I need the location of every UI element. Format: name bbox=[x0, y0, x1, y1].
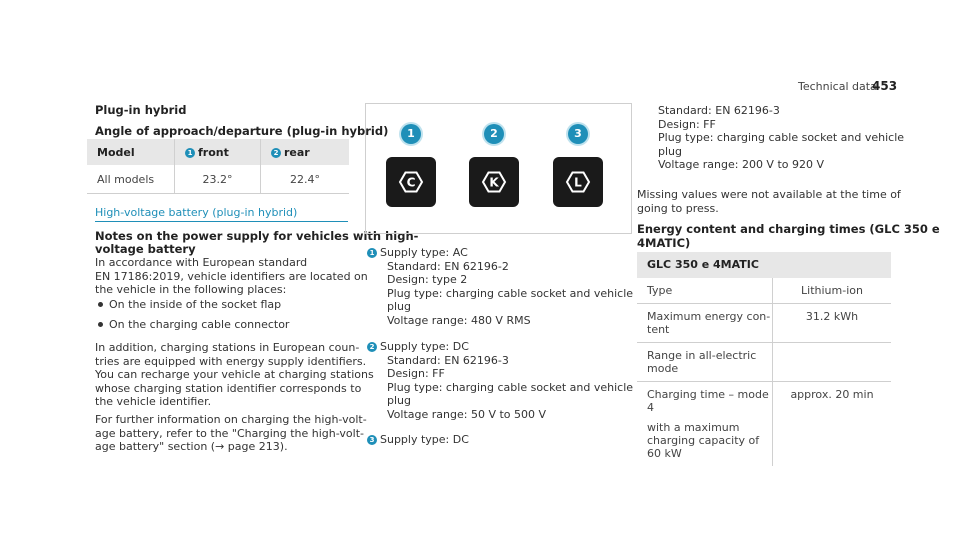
heading-rule bbox=[95, 221, 348, 222]
identifier-l bbox=[553, 124, 603, 207]
table-row: All models 23.2° 22.4° bbox=[87, 165, 349, 194]
supply-block-3-cont: Standard: EN 62196-3 Design: FF Plug type: charging cable socket and vehicle plug Voltage range: 200 V to 920 V bbox=[658, 104, 905, 171]
svg-text:L: L bbox=[574, 175, 582, 190]
socket-identifier-figure bbox=[365, 103, 632, 234]
callout-1: 1 bbox=[367, 248, 377, 258]
angle-table bbox=[87, 139, 349, 194]
missing-values-note: Missing values were not available at the time of going to press. bbox=[637, 188, 901, 215]
callout-3: 3 bbox=[367, 435, 377, 445]
supply-block-1: 1 Supply type: AC Standard: EN 62196-2 Design: type 2 Plug type: charging cable socket and vehicle plug Voltage range: 480 V RMS bbox=[367, 246, 633, 327]
energy-heading: Energy content and charging times (GLC 350 e 4MATIC) bbox=[637, 222, 940, 250]
hexagon-k-icon bbox=[469, 157, 519, 207]
list-item: On the charging cable connector bbox=[95, 318, 289, 331]
svg-text:K: K bbox=[489, 175, 499, 190]
col-rear: 2 rear bbox=[261, 139, 350, 165]
callout-2: 2 bbox=[484, 124, 504, 144]
hexagon-l-icon bbox=[553, 157, 603, 207]
svg-text:C: C bbox=[406, 175, 416, 190]
col-model: Model bbox=[87, 139, 175, 165]
blue-heading-battery: High-voltage battery (plug-in hybrid) bbox=[95, 206, 298, 219]
page-number: 453 bbox=[872, 79, 898, 93]
col-front: 1 front bbox=[175, 139, 261, 165]
callout-3: 3 bbox=[568, 124, 588, 144]
rear-callout: 2 bbox=[271, 148, 281, 158]
identifier-c bbox=[386, 124, 436, 207]
table-row: Range in all-electric mode bbox=[637, 343, 891, 382]
list-item: On the inside of the socket flap bbox=[95, 298, 289, 311]
notes-heading: Notes on the power supply for vehicles with high- voltage battery bbox=[95, 229, 419, 256]
table-row: Charging time – mode 4 with a maximum charging capacity of 60 kW approx. 20 min bbox=[637, 382, 891, 466]
callout-2: 2 bbox=[367, 342, 377, 352]
identifier-k bbox=[469, 124, 519, 207]
supply-block-2: 2 Supply type: DC Standard: EN 62196-3 Design: FF Plug type: charging cable socket and vehicle plug Voltage range: 50 V to 500 V bbox=[367, 340, 633, 421]
heading-plug-in-hybrid: Plug-in hybrid bbox=[95, 103, 187, 117]
para-further: For further information on charging the high-volt- age battery, refer to the "Charging the high-volt- age battery" section (→ page 213). bbox=[95, 413, 367, 453]
para-standard: In accordance with European standard EN 17186:2019, vehicle identifiers are located on the vehicle in the following places: bbox=[95, 256, 368, 296]
front-callout: 1 bbox=[185, 148, 195, 158]
section-title: Technical data bbox=[798, 80, 877, 93]
supply-block-3: 3 Supply type: DC bbox=[367, 433, 469, 447]
para-addition: In addition, charging stations in European coun- tries are equipped with energy supply identifiers. You can recharge your vehicle at charging stations whose charging station identifier corresponds to the vehicle identifier. bbox=[95, 341, 374, 408]
table-row: Maximum energy con- tent 31.2 kWh bbox=[637, 304, 891, 343]
callout-1: 1 bbox=[401, 124, 421, 144]
subheading-angle: Angle of approach/departure (plug-in hybrid) bbox=[95, 124, 389, 138]
energy-table bbox=[637, 252, 891, 466]
energy-table-header: GLC 350 e 4MATIC bbox=[637, 252, 891, 278]
bullet-list bbox=[95, 291, 289, 331]
table-row: Type Lithium-ion bbox=[637, 278, 891, 304]
hexagon-c-icon bbox=[386, 157, 436, 207]
